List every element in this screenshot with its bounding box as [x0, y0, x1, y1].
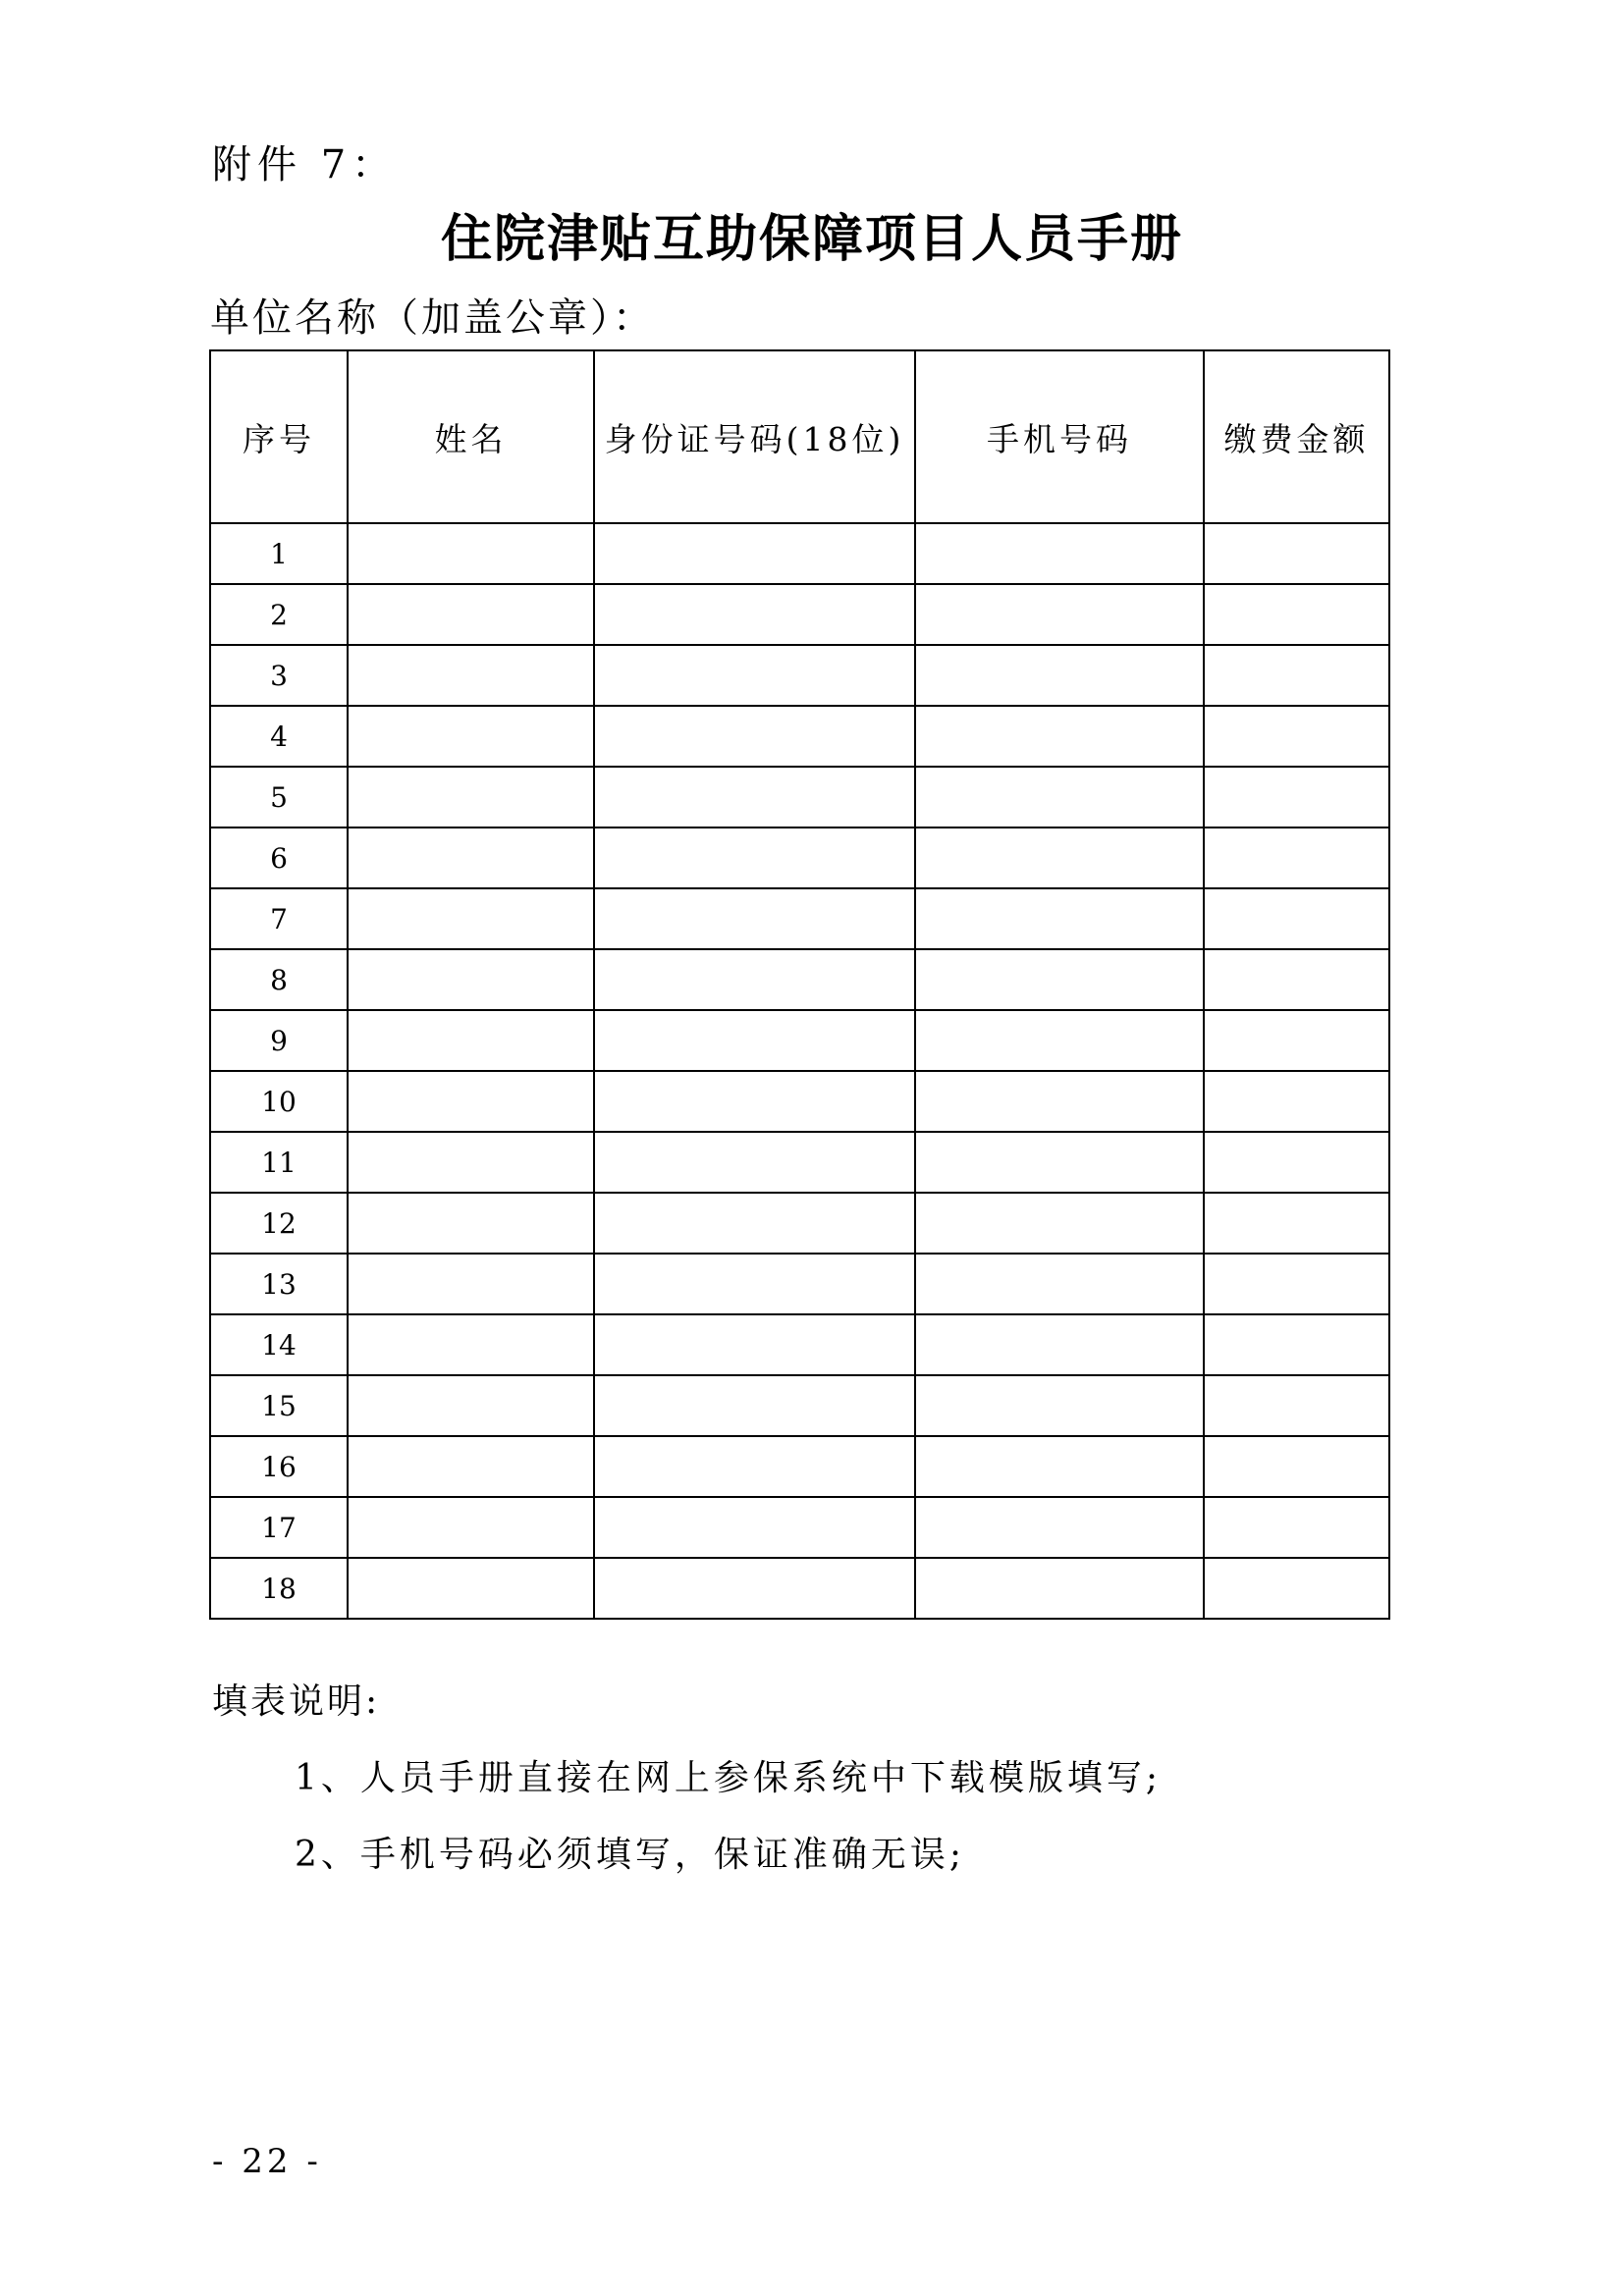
- payment-cell: [1204, 584, 1389, 645]
- payment-cell: [1204, 1254, 1389, 1314]
- table-body: [210, 523, 1389, 1619]
- payment-cell: [1204, 1497, 1389, 1558]
- phone-cell: [915, 949, 1204, 1010]
- id-number-cell: [594, 1436, 915, 1497]
- name-cell: [348, 1010, 594, 1071]
- id-number-cell: [594, 584, 915, 645]
- id-number-cell: [594, 1375, 915, 1436]
- name-cell: [348, 706, 594, 767]
- phone-cell: [915, 1010, 1204, 1071]
- personnel-table: [209, 349, 1390, 1620]
- table-row: [210, 584, 1389, 645]
- page-number: - 22 -: [212, 2142, 322, 2181]
- name-cell: [348, 828, 594, 888]
- table-row: [210, 1071, 1389, 1132]
- phone-cell: [915, 1375, 1204, 1436]
- table-row: [210, 1254, 1389, 1314]
- payment-cell: [1204, 1314, 1389, 1375]
- id-number-cell: [594, 1558, 915, 1619]
- name-cell: [348, 1254, 594, 1314]
- row-index-cell: 17: [210, 1497, 348, 1558]
- id-number-cell: [594, 1314, 915, 1375]
- payment-cell: [1204, 828, 1389, 888]
- row-index-cell: 7: [210, 888, 348, 949]
- table-row: [210, 523, 1389, 584]
- name-cell: [348, 949, 594, 1010]
- phone-cell: [915, 1071, 1204, 1132]
- table-row: [210, 767, 1389, 828]
- name-cell: [348, 1314, 594, 1375]
- table-row: [210, 1193, 1389, 1254]
- row-index-cell: 2: [210, 584, 348, 645]
- row-index-cell: 1: [210, 523, 348, 584]
- table-row: [210, 828, 1389, 888]
- table-row: [210, 949, 1389, 1010]
- payment-cell: [1204, 888, 1389, 949]
- column-header-index: 序号: [210, 350, 348, 523]
- phone-cell: [915, 1132, 1204, 1193]
- phone-cell: [915, 767, 1204, 828]
- name-cell: [348, 888, 594, 949]
- table-row: [210, 888, 1389, 949]
- phone-cell: [915, 1254, 1204, 1314]
- id-number-cell: [594, 888, 915, 949]
- payment-cell: [1204, 1375, 1389, 1436]
- payment-cell: [1204, 523, 1389, 584]
- name-cell: [348, 1436, 594, 1497]
- phone-cell: [915, 888, 1204, 949]
- row-index-cell: 16: [210, 1436, 348, 1497]
- id-number-cell: [594, 1193, 915, 1254]
- payment-cell: [1204, 949, 1389, 1010]
- name-cell: [348, 767, 594, 828]
- name-cell: [348, 1071, 594, 1132]
- phone-cell: [915, 584, 1204, 645]
- payment-cell: [1204, 1132, 1389, 1193]
- payment-cell: [1204, 1071, 1389, 1132]
- column-header-phone: 手机号码: [915, 350, 1204, 523]
- id-number-cell: [594, 1497, 915, 1558]
- id-number-cell: [594, 523, 915, 584]
- name-cell: [348, 523, 594, 584]
- payment-cell: [1204, 1010, 1389, 1071]
- id-number-cell: [594, 1254, 915, 1314]
- name-cell: [348, 1132, 594, 1193]
- table-row: [210, 706, 1389, 767]
- phone-cell: [915, 706, 1204, 767]
- notes-heading: 填表说明:: [212, 1682, 381, 1722]
- table-row: [210, 1436, 1389, 1497]
- id-number-cell: [594, 949, 915, 1010]
- unit-name-label: 单位名称（加盖公章）：: [210, 295, 655, 341]
- column-header-name: 姓名: [348, 350, 594, 523]
- id-number-cell: [594, 828, 915, 888]
- id-number-cell: [594, 767, 915, 828]
- phone-cell: [915, 523, 1204, 584]
- table-row: [210, 1375, 1389, 1436]
- row-index-cell: 4: [210, 706, 348, 767]
- id-number-cell: [594, 1132, 915, 1193]
- id-number-cell: [594, 1010, 915, 1071]
- phone-cell: [915, 828, 1204, 888]
- table-header-row: [210, 350, 1389, 523]
- table-row: [210, 1314, 1389, 1375]
- phone-cell: [915, 1193, 1204, 1254]
- note-item: 1、人员手册直接在网上参保系统中下载模版填写;: [295, 1758, 1163, 1798]
- phone-cell: [915, 645, 1204, 706]
- name-cell: [348, 1193, 594, 1254]
- row-index-cell: 5: [210, 767, 348, 828]
- payment-cell: [1204, 645, 1389, 706]
- name-cell: [348, 584, 594, 645]
- row-index-cell: 9: [210, 1010, 348, 1071]
- phone-cell: [915, 1314, 1204, 1375]
- name-cell: [348, 1375, 594, 1436]
- row-index-cell: 10: [210, 1071, 348, 1132]
- table-row: [210, 1558, 1389, 1619]
- name-cell: [348, 645, 594, 706]
- table-row: [210, 1132, 1389, 1193]
- row-index-cell: 14: [210, 1314, 348, 1375]
- note-item: 2、手机号码必须填写，保证准确无误;: [295, 1835, 966, 1875]
- row-index-cell: 18: [210, 1558, 348, 1619]
- row-index-cell: 8: [210, 949, 348, 1010]
- payment-cell: [1204, 1558, 1389, 1619]
- table-row: [210, 645, 1389, 706]
- column-header-payment: 缴费金额: [1204, 350, 1389, 523]
- payment-cell: [1204, 706, 1389, 767]
- name-cell: [348, 1497, 594, 1558]
- table-row: [210, 1497, 1389, 1558]
- column-header-id-number: 身份证号码(18位): [594, 350, 915, 523]
- row-index-cell: 13: [210, 1254, 348, 1314]
- attachment-label: 附件 7：: [212, 142, 398, 187]
- row-index-cell: 15: [210, 1375, 348, 1436]
- row-index-cell: 12: [210, 1193, 348, 1254]
- phone-cell: [915, 1558, 1204, 1619]
- row-index-cell: 6: [210, 828, 348, 888]
- phone-cell: [915, 1436, 1204, 1497]
- row-index-cell: 3: [210, 645, 348, 706]
- id-number-cell: [594, 706, 915, 767]
- id-number-cell: [594, 645, 915, 706]
- row-index-cell: 11: [210, 1132, 348, 1193]
- payment-cell: [1204, 1436, 1389, 1497]
- id-number-cell: [594, 1071, 915, 1132]
- payment-cell: [1204, 767, 1389, 828]
- name-cell: [348, 1558, 594, 1619]
- table-row: [210, 1010, 1389, 1071]
- page-title: 住院津贴互助保障项目人员手册: [440, 209, 1183, 269]
- payment-cell: [1204, 1193, 1389, 1254]
- phone-cell: [915, 1497, 1204, 1558]
